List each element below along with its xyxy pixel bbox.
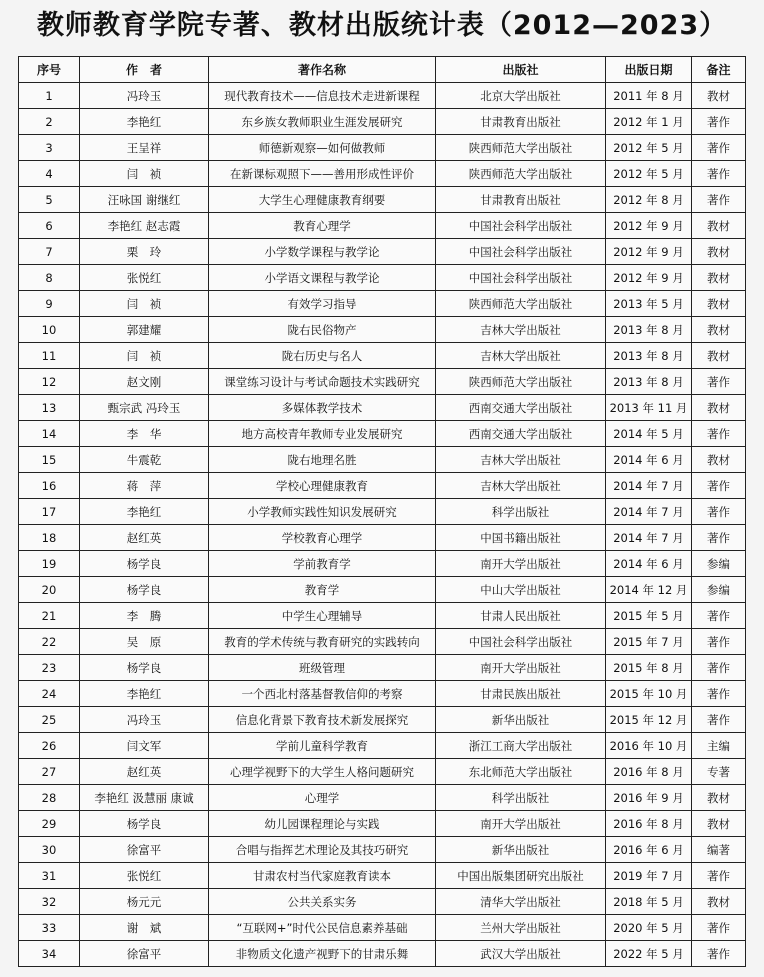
- cell-publish-date: 2012 年 9 月: [606, 265, 692, 291]
- cell-note: 著作: [692, 603, 746, 629]
- cell-work-title: 甘肃农村当代家庭教育读本: [209, 863, 436, 889]
- table-row: [19, 161, 746, 187]
- cell-author: 李艳红: [80, 499, 209, 525]
- table-row: [19, 499, 746, 525]
- cell-note: 教材: [692, 83, 746, 109]
- cell-note: 著作: [692, 941, 746, 967]
- cell-publisher: 中国社会科学出版社: [436, 239, 606, 265]
- cell-publish-date: 2015 年 7 月: [606, 629, 692, 655]
- cell-author: 闫文军: [80, 733, 209, 759]
- cell-author: 李艳红: [80, 681, 209, 707]
- cell-index: 28: [19, 785, 80, 811]
- cell-publish-date: 2016 年 8 月: [606, 759, 692, 785]
- cell-publish-date: 2013 年 8 月: [606, 369, 692, 395]
- cell-author: 闫 祯: [80, 161, 209, 187]
- header-author: 作 者: [80, 57, 209, 83]
- cell-note: 著作: [692, 915, 746, 941]
- cell-index: 1: [19, 83, 80, 109]
- cell-note: 著作: [692, 187, 746, 213]
- table-row: [19, 603, 746, 629]
- table-row: [19, 525, 746, 551]
- cell-index: 30: [19, 837, 80, 863]
- cell-note: 著作: [692, 499, 746, 525]
- cell-author: 汪咏国 谢继红: [80, 187, 209, 213]
- cell-work-title: 学前教育学: [209, 551, 436, 577]
- cell-author: 徐富平: [80, 837, 209, 863]
- table-row: [19, 577, 746, 603]
- cell-index: 11: [19, 343, 80, 369]
- cell-author: 张悦红: [80, 863, 209, 889]
- cell-index: 4: [19, 161, 80, 187]
- cell-publisher: 中国社会科学出版社: [436, 213, 606, 239]
- cell-publisher: 中国书籍出版社: [436, 525, 606, 551]
- publication-table: [18, 56, 746, 967]
- cell-author: 李 华: [80, 421, 209, 447]
- cell-publish-date: 2014 年 6 月: [606, 447, 692, 473]
- cell-publish-date: 2014 年 5 月: [606, 421, 692, 447]
- cell-publish-date: 2014 年 7 月: [606, 525, 692, 551]
- header-publish-date: 出版日期: [606, 57, 692, 83]
- header-note: 备注: [692, 57, 746, 83]
- table-row: [19, 395, 746, 421]
- cell-work-title: 公共关系实务: [209, 889, 436, 915]
- cell-work-title: 学前儿童科学教育: [209, 733, 436, 759]
- cell-author: 赵红英: [80, 759, 209, 785]
- cell-publish-date: 2013 年 8 月: [606, 343, 692, 369]
- table-row: [19, 421, 746, 447]
- cell-publisher: 南开大学出版社: [436, 811, 606, 837]
- table-row: [19, 109, 746, 135]
- table-row: [19, 941, 746, 967]
- cell-publisher: 陕西师范大学出版社: [436, 161, 606, 187]
- cell-work-title: 心理学: [209, 785, 436, 811]
- cell-note: 著作: [692, 707, 746, 733]
- cell-author: 王呈祥: [80, 135, 209, 161]
- cell-note: 著作: [692, 473, 746, 499]
- table-row: [19, 369, 746, 395]
- cell-work-title: 教育心理学: [209, 213, 436, 239]
- cell-note: 著作: [692, 655, 746, 681]
- cell-publisher: 吉林大学出版社: [436, 473, 606, 499]
- cell-note: 著作: [692, 369, 746, 395]
- table-row: [19, 837, 746, 863]
- cell-work-title: 非物质文化遗产视野下的甘肃乐舞: [209, 941, 436, 967]
- cell-author: 徐富平: [80, 941, 209, 967]
- table-row: [19, 915, 746, 941]
- cell-work-title: “互联网+”时代公民信息素养基础: [209, 915, 436, 941]
- cell-work-title: 教育的学术传统与教育研究的实践转向: [209, 629, 436, 655]
- cell-index: 6: [19, 213, 80, 239]
- cell-note: 教材: [692, 317, 746, 343]
- cell-work-title: 信息化背景下教育技术新发展探究: [209, 707, 436, 733]
- table-row: [19, 473, 746, 499]
- cell-publisher: 清华大学出版社: [436, 889, 606, 915]
- cell-author: 杨学良: [80, 577, 209, 603]
- cell-index: 29: [19, 811, 80, 837]
- cell-publisher: 南开大学出版社: [436, 551, 606, 577]
- table-row: [19, 343, 746, 369]
- cell-note: 教材: [692, 239, 746, 265]
- cell-work-title: 课堂练习设计与考试命题技术实践研究: [209, 369, 436, 395]
- cell-note: 教材: [692, 395, 746, 421]
- cell-index: 12: [19, 369, 80, 395]
- cell-author: 杨学良: [80, 811, 209, 837]
- cell-publisher: 科学出版社: [436, 785, 606, 811]
- cell-author: 冯玲玉: [80, 83, 209, 109]
- cell-publisher: 甘肃民族出版社: [436, 681, 606, 707]
- cell-publish-date: 2015 年 5 月: [606, 603, 692, 629]
- header-index: 序号: [19, 57, 80, 83]
- cell-publisher: 甘肃教育出版社: [436, 187, 606, 213]
- cell-publish-date: 2015 年 10 月: [606, 681, 692, 707]
- cell-publish-date: 2013 年 8 月: [606, 317, 692, 343]
- cell-author: 杨元元: [80, 889, 209, 915]
- cell-work-title: 幼儿园课程理论与实践: [209, 811, 436, 837]
- table-body: [19, 83, 746, 967]
- cell-note: 著作: [692, 421, 746, 447]
- cell-work-title: 小学教师实践性知识发展研究: [209, 499, 436, 525]
- cell-note: 教材: [692, 811, 746, 837]
- cell-publisher: 北京大学出版社: [436, 83, 606, 109]
- table-row: [19, 135, 746, 161]
- cell-work-title: 多媒体教学技术: [209, 395, 436, 421]
- table-row: [19, 447, 746, 473]
- cell-index: 20: [19, 577, 80, 603]
- table-row: [19, 629, 746, 655]
- cell-note: 著作: [692, 161, 746, 187]
- cell-publish-date: 2016 年 6 月: [606, 837, 692, 863]
- cell-publish-date: 2022 年 5 月: [606, 941, 692, 967]
- cell-work-title: 学校教育心理学: [209, 525, 436, 551]
- cell-publisher: 科学出版社: [436, 499, 606, 525]
- table-row: [19, 863, 746, 889]
- cell-publisher: 东北师范大学出版社: [436, 759, 606, 785]
- cell-author: 郭建耀: [80, 317, 209, 343]
- cell-work-title: 陇右历史与名人: [209, 343, 436, 369]
- cell-note: 教材: [692, 785, 746, 811]
- cell-work-title: 一个西北村落基督教信仰的考察: [209, 681, 436, 707]
- cell-index: 2: [19, 109, 80, 135]
- cell-work-title: 班级管理: [209, 655, 436, 681]
- cell-index: 24: [19, 681, 80, 707]
- cell-author: 甄宗武 冯玲玉: [80, 395, 209, 421]
- cell-index: 21: [19, 603, 80, 629]
- cell-index: 22: [19, 629, 80, 655]
- cell-index: 25: [19, 707, 80, 733]
- cell-author: 李艳红 赵志霞: [80, 213, 209, 239]
- cell-index: 27: [19, 759, 80, 785]
- cell-author: 李 腾: [80, 603, 209, 629]
- cell-publisher: 吉林大学出版社: [436, 343, 606, 369]
- header-work-title: 著作名称: [209, 57, 436, 83]
- cell-work-title: 有效学习指导: [209, 291, 436, 317]
- cell-author: 张悦红: [80, 265, 209, 291]
- cell-publisher: 兰州大学出版社: [436, 915, 606, 941]
- cell-work-title: 中学生心理辅导: [209, 603, 436, 629]
- table-row: [19, 83, 746, 109]
- cell-work-title: 小学语文课程与教学论: [209, 265, 436, 291]
- cell-publish-date: 2013 年 5 月: [606, 291, 692, 317]
- cell-publish-date: 2012 年 9 月: [606, 239, 692, 265]
- cell-index: 26: [19, 733, 80, 759]
- cell-index: 3: [19, 135, 80, 161]
- cell-publish-date: 2012 年 1 月: [606, 109, 692, 135]
- cell-publish-date: 2014 年 7 月: [606, 473, 692, 499]
- cell-author: 闫 祯: [80, 291, 209, 317]
- cell-author: 李艳红 汲慧丽 康诚: [80, 785, 209, 811]
- cell-author: 栗 玲: [80, 239, 209, 265]
- cell-author: 杨学良: [80, 551, 209, 577]
- cell-publish-date: 2016 年 9 月: [606, 785, 692, 811]
- cell-publisher: 中国社会科学出版社: [436, 629, 606, 655]
- cell-index: 8: [19, 265, 80, 291]
- table-row: [19, 733, 746, 759]
- cell-publisher: 陕西师范大学出版社: [436, 369, 606, 395]
- cell-index: 5: [19, 187, 80, 213]
- table-row: [19, 759, 746, 785]
- cell-publisher: 新华出版社: [436, 837, 606, 863]
- cell-note: 著作: [692, 863, 746, 889]
- cell-author: 李艳红: [80, 109, 209, 135]
- table-row: [19, 785, 746, 811]
- cell-work-title: 东乡族女教师职业生涯发展研究: [209, 109, 436, 135]
- cell-note: 主编: [692, 733, 746, 759]
- table-row: [19, 707, 746, 733]
- cell-publisher: 中国社会科学出版社: [436, 265, 606, 291]
- cell-note: 参编: [692, 577, 746, 603]
- table-row: [19, 655, 746, 681]
- cell-publisher: 甘肃人民出版社: [436, 603, 606, 629]
- cell-work-title: 合唱与指挥艺术理论及其技巧研究: [209, 837, 436, 863]
- cell-work-title: 大学生心理健康教育纲要: [209, 187, 436, 213]
- cell-publisher: 中山大学出版社: [436, 577, 606, 603]
- cell-index: 18: [19, 525, 80, 551]
- cell-index: 14: [19, 421, 80, 447]
- cell-author: 赵红英: [80, 525, 209, 551]
- cell-publish-date: 2011 年 8 月: [606, 83, 692, 109]
- cell-publish-date: 2015 年 8 月: [606, 655, 692, 681]
- cell-note: 教材: [692, 213, 746, 239]
- cell-work-title: 陇右民俗物产: [209, 317, 436, 343]
- cell-index: 32: [19, 889, 80, 915]
- table-row: [19, 811, 746, 837]
- cell-publish-date: 2018 年 5 月: [606, 889, 692, 915]
- cell-publish-date: 2016 年 10 月: [606, 733, 692, 759]
- cell-publisher: 浙江工商大学出版社: [436, 733, 606, 759]
- cell-publisher: 西南交通大学出版社: [436, 395, 606, 421]
- cell-publish-date: 2014 年 6 月: [606, 551, 692, 577]
- cell-work-title: 陇右地理名胜: [209, 447, 436, 473]
- cell-publisher: 甘肃教育出版社: [436, 109, 606, 135]
- cell-work-title: 在新课标观照下——善用形成性评价: [209, 161, 436, 187]
- cell-publish-date: 2015 年 12 月: [606, 707, 692, 733]
- cell-publish-date: 2019 年 7 月: [606, 863, 692, 889]
- cell-publisher: 西南交通大学出版社: [436, 421, 606, 447]
- cell-note: 参编: [692, 551, 746, 577]
- cell-index: 13: [19, 395, 80, 421]
- cell-index: 31: [19, 863, 80, 889]
- cell-note: 著作: [692, 135, 746, 161]
- cell-index: 17: [19, 499, 80, 525]
- cell-note: 教材: [692, 265, 746, 291]
- cell-author: 谢 斌: [80, 915, 209, 941]
- table-row: [19, 681, 746, 707]
- cell-author: 蒋 萍: [80, 473, 209, 499]
- table-row: [19, 239, 746, 265]
- cell-index: 10: [19, 317, 80, 343]
- cell-publisher: 新华出版社: [436, 707, 606, 733]
- cell-publish-date: 2012 年 5 月: [606, 135, 692, 161]
- table-row: [19, 291, 746, 317]
- cell-publish-date: 2020 年 5 月: [606, 915, 692, 941]
- cell-author: 赵文刚: [80, 369, 209, 395]
- cell-index: 9: [19, 291, 80, 317]
- cell-publisher: 陕西师范大学出版社: [436, 135, 606, 161]
- cell-note: 著作: [692, 525, 746, 551]
- table-row: [19, 889, 746, 915]
- cell-work-title: 现代教育技术——信息技术走进新课程: [209, 83, 436, 109]
- table-row: [19, 265, 746, 291]
- table-row: [19, 213, 746, 239]
- table-row: [19, 317, 746, 343]
- cell-work-title: 教育学: [209, 577, 436, 603]
- cell-note: 著作: [692, 629, 746, 655]
- cell-index: 19: [19, 551, 80, 577]
- cell-publish-date: 2014 年 7 月: [606, 499, 692, 525]
- cell-publish-date: 2014 年 12 月: [606, 577, 692, 603]
- document-title: 教师教育学院专著、教材出版统计表（2012—2023）: [36, 10, 728, 41]
- cell-publisher: 陕西师范大学出版社: [436, 291, 606, 317]
- cell-index: 33: [19, 915, 80, 941]
- table-header-row: [19, 57, 746, 83]
- cell-note: 教材: [692, 291, 746, 317]
- cell-author: 杨学良: [80, 655, 209, 681]
- cell-author: 冯玲玉: [80, 707, 209, 733]
- cell-publish-date: 2013 年 11 月: [606, 395, 692, 421]
- cell-publisher: 武汉大学出版社: [436, 941, 606, 967]
- cell-work-title: 学校心理健康教育: [209, 473, 436, 499]
- cell-publish-date: 2012 年 9 月: [606, 213, 692, 239]
- cell-author: 牛震乾: [80, 447, 209, 473]
- cell-author: 吴 原: [80, 629, 209, 655]
- cell-note: 编著: [692, 837, 746, 863]
- cell-note: 教材: [692, 447, 746, 473]
- cell-publish-date: 2016 年 8 月: [606, 811, 692, 837]
- cell-work-title: 师德新观察—如何做教师: [209, 135, 436, 161]
- table-row: [19, 551, 746, 577]
- cell-publisher: 吉林大学出版社: [436, 317, 606, 343]
- cell-publisher: 中国出版集团研究出版社: [436, 863, 606, 889]
- table-row: [19, 187, 746, 213]
- cell-note: 著作: [692, 681, 746, 707]
- cell-index: 34: [19, 941, 80, 967]
- header-publisher: 出版社: [436, 57, 606, 83]
- cell-note: 教材: [692, 889, 746, 915]
- cell-note: 著作: [692, 109, 746, 135]
- cell-publish-date: 2012 年 8 月: [606, 187, 692, 213]
- cell-publisher: 吉林大学出版社: [436, 447, 606, 473]
- cell-index: 15: [19, 447, 80, 473]
- cell-publish-date: 2012 年 5 月: [606, 161, 692, 187]
- cell-index: 7: [19, 239, 80, 265]
- cell-index: 16: [19, 473, 80, 499]
- cell-index: 23: [19, 655, 80, 681]
- cell-publisher: 南开大学出版社: [436, 655, 606, 681]
- cell-work-title: 心理学视野下的大学生人格问题研究: [209, 759, 436, 785]
- cell-note: 专著: [692, 759, 746, 785]
- cell-author: 闫 祯: [80, 343, 209, 369]
- cell-work-title: 小学数学课程与教学论: [209, 239, 436, 265]
- cell-note: 教材: [692, 343, 746, 369]
- cell-work-title: 地方高校青年教师专业发展研究: [209, 421, 436, 447]
